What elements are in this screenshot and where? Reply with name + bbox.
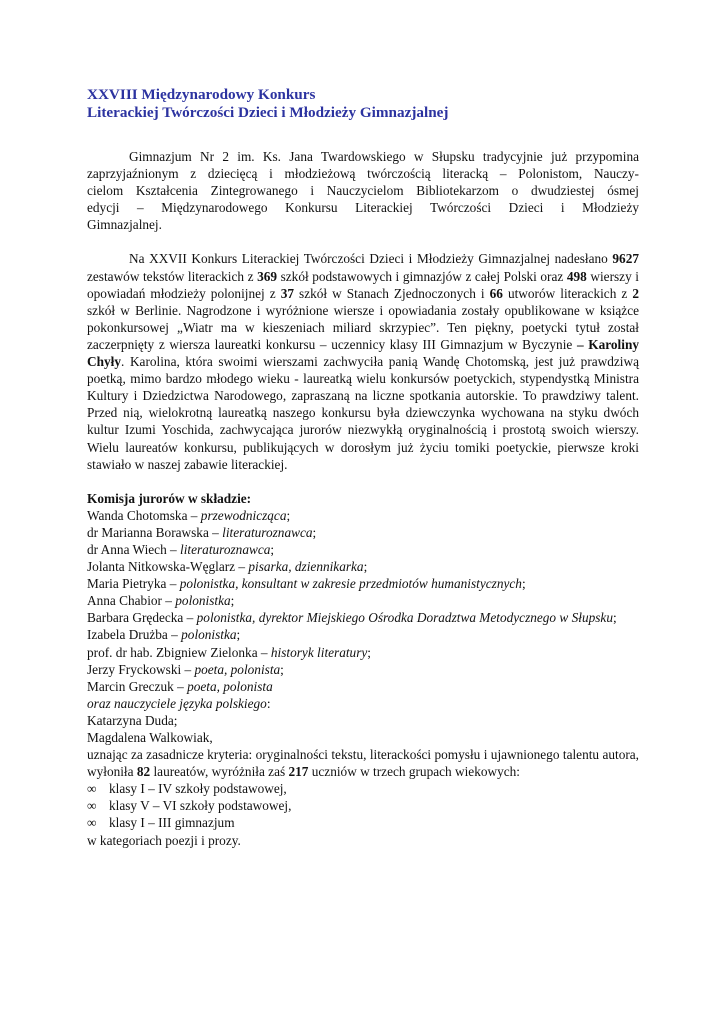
stat-berlin-schools: 2: [632, 285, 639, 301]
intro-paragraph: [87, 148, 639, 233]
title-line-2: Literackiej Twórczości Dzieci i Młodzieży Gimnazjalnej: [87, 104, 449, 121]
infinity-bullet-icon: ∞: [87, 798, 97, 814]
committee-member: dr Marianna Borawska – literaturoznawca;: [87, 524, 317, 540]
age-group-item: ∞ klasy V – VI szkoły podstawowej,: [87, 798, 292, 814]
infinity-bullet-icon: ∞: [87, 815, 97, 831]
document-title: [87, 86, 639, 122]
stat-distinctions: 217: [288, 764, 309, 780]
intro-line: Gimnazjum Nr 2 im. Ks. Jana Twardowskiego w Słupsku tradycyjnie już przypomina: [129, 149, 639, 164]
committee-member: Jerzy Fryckowski – poeta, polonista;: [87, 661, 284, 677]
infinity-bullet-icon: ∞: [87, 781, 97, 797]
document-page: [87, 86, 639, 849]
intro-line: zaprzyjaźnionym z dziecięcą i młodzieżową twórczością literacką – Polonistom, Nauczy-: [87, 166, 639, 182]
age-group-item: ∞ klasy I – IV szkoły podstawowej,: [87, 781, 287, 797]
laureate-name: – Karoliny Chyły: [87, 336, 639, 370]
committee-member: dr Anna Wiech – literaturoznawca;: [87, 541, 275, 557]
committee-member: Barbara Grędecka – polonistka, dyrektor Miejskiego Ośrodka Doradztwa Metodycznego w Słupsku;: [87, 610, 617, 626]
committee-member: Jolanta Nitkowska-Węglarz – pisarka, dziennikarka;: [87, 559, 368, 575]
stat-schools: 369: [257, 268, 278, 284]
intro-line: Gimnazjalnej.: [87, 217, 162, 233]
age-groups-list: [87, 780, 639, 831]
closing-line: w kategoriach poezji i prozy.: [87, 832, 241, 848]
stat-laureates: 82: [136, 764, 151, 780]
committee-member: prof. dr hab. Zbigniew Zielonka – historyk literatury;: [87, 644, 371, 660]
stat-polonia-works: 498: [566, 268, 587, 284]
committee-heading: Komisja jurorów w składzie:: [87, 490, 252, 506]
title-line-1: XXVIII Międzynarodowy Konkurs: [87, 86, 316, 103]
intro-line: edycji – Międzynarodowego Konkursu Literackiej Twórczości Dzieci i Młodzieży: [87, 200, 639, 216]
committee-member: Wanda Chotomska – przewodnicząca;: [87, 507, 291, 523]
committee-member: Izabela Drużba – polonistka;: [87, 627, 241, 643]
teacher-name: Magdalena Walkowiak,: [87, 730, 213, 745]
stat-berlin-works: 66: [489, 285, 503, 301]
committee-member: Marcin Greczuk – poeta, polonista: [87, 678, 273, 694]
contest-summary-paragraph: Na XXVII Konkurs Literackiej Twórczości Dzieci i Młodzieży Gimnazjalnej nadesłano 9627 zestawów tekstów literackich z 369 szkół podstawowych i gimnazjów z całej Polski oraz 498 wierszy i opowiadań młodzieży polonijnej z 37 szkół w Stanach Zjednoczonych i 66 utworów literackich z 2 szkół w Berlinie. Nagrodzone i wyróżnione wiersze i opowiadania zostały opublikowane w książce pokonkursowej „Wiatr ma w kieszeniach miliard skrzypiec”. Ten piękny, poetycki tytuł został zaczerpnięty z wiersza laureatki konkursu – uczennicy klasy III Gimnazjum w Byczynie – Karoliny Chyły. Karolina, która swoimi wierszami zachwyciła panią Wandę Chotomską, jest już prawdziwą poetką, mimo bardzo młodego wieku - laureatką wielu konkursów poetyckich, stypendystką Ministra Kultury i Dziedzictwa Narodowego, zapraszaną na liczne spotkania autorskie. To prawdziwy talent. Przed nią, wielokrotną laureatką naszego konkursu była dziewczynka wychowana na styku dwóch kultur Izumi Yoschida, zachwycająca jurorów niezwykłą oryginalnością i prostotą swoich wierszy. Wielu laureatów konkursu, publikujących w dorosłym już życiu tomiki poetyckie, pierwsze kroki stawiało w naszej zabawie literackiej.: [87, 251, 639, 472]
age-group-item: ∞ klasy I – III gimnazjum: [87, 815, 235, 831]
committee-member: Anna Chabior – polonistka;: [87, 593, 235, 609]
stat-us-schools: 37: [280, 285, 294, 301]
criteria-paragraph: uznając za zasadnicze kryteria: oryginalności tekstu, literackości pomysłu i ujawnionego talentu autora, wyłoniła 82 laureatów, wyróżniła zaś 217 uczniów w trzech grupach wiekowych:: [87, 747, 639, 780]
teacher-name: Katarzyna Duda;: [87, 712, 178, 728]
committee-member: Maria Pietryka – polonistka, konsultant w zakresie przedmiotów humanistycznych;: [87, 576, 526, 592]
intro-line: cielom Kształcenia Zintegrowanego i Nauczycielom Bibliotekarzom o dwudziestej ósmej: [87, 183, 639, 199]
teachers-label: oraz nauczyciele języka polskiego:: [87, 695, 271, 711]
committee-section: [87, 490, 639, 746]
stat-text-sets: 9627: [612, 251, 639, 267]
